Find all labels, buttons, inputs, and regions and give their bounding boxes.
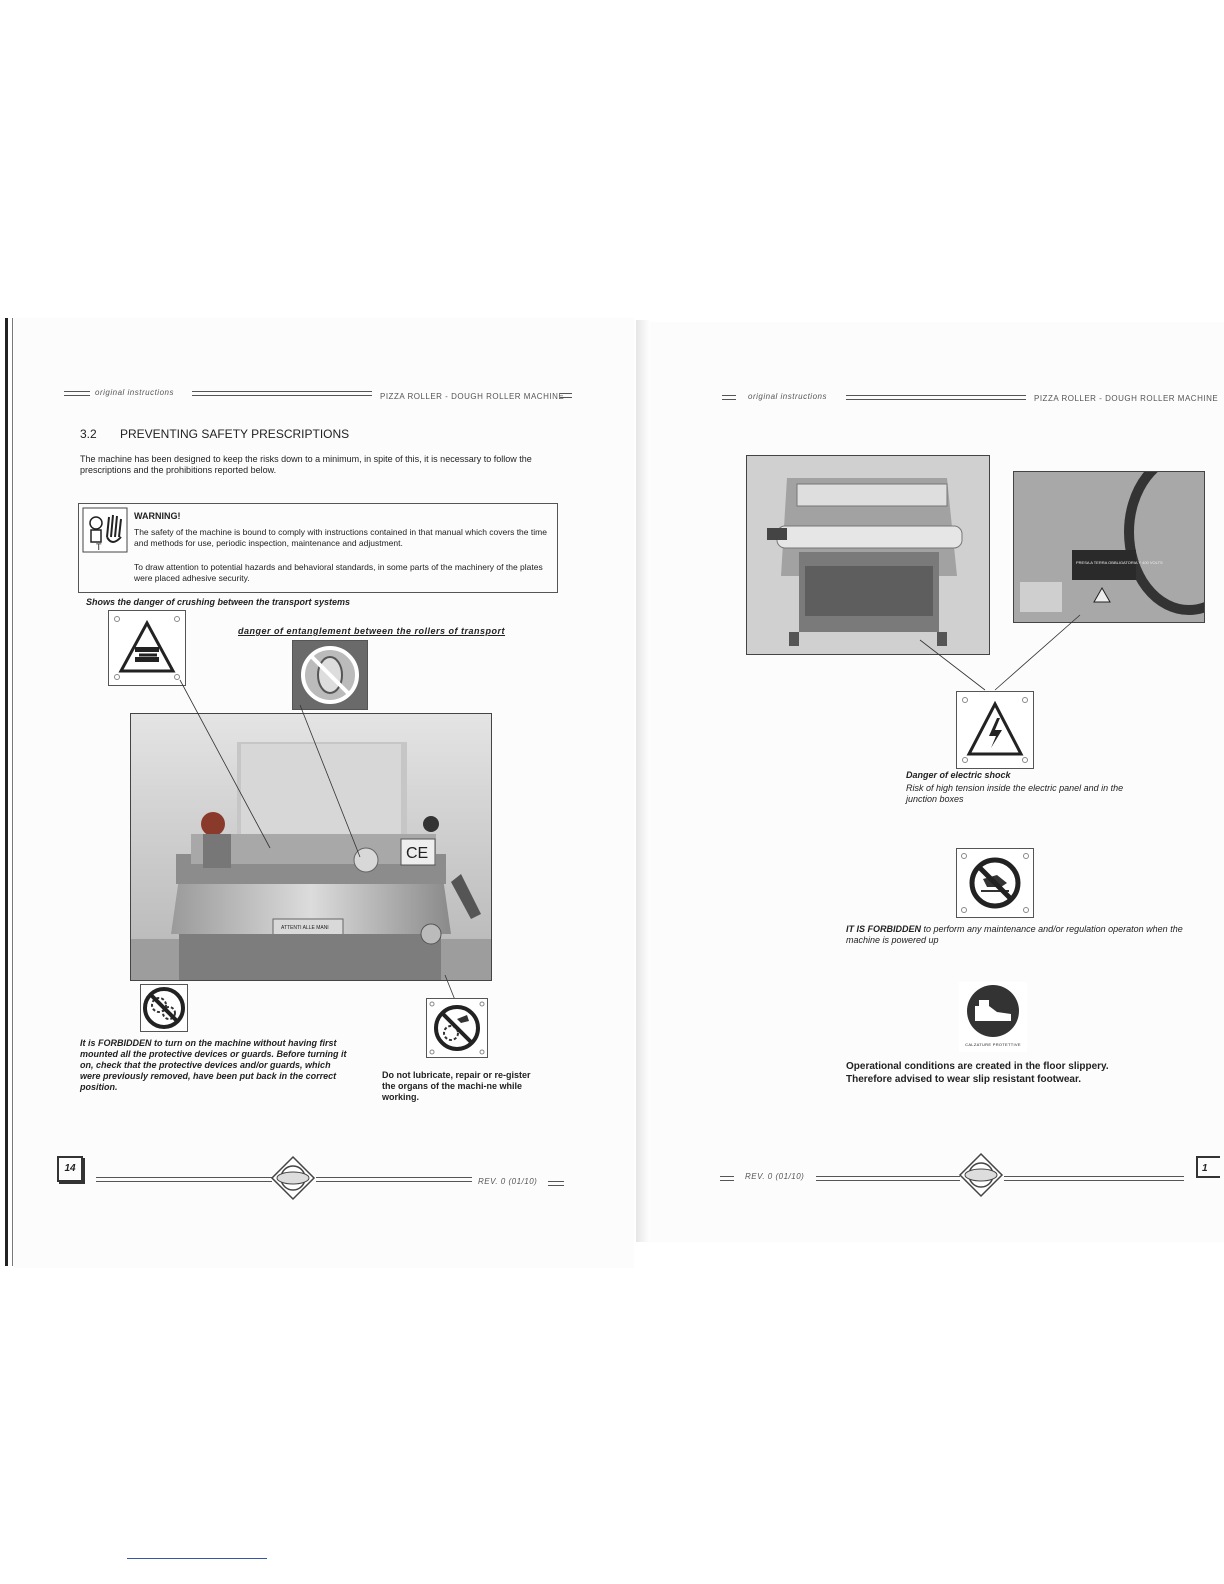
footer-dash-right bbox=[720, 1176, 734, 1181]
forbidden-title: IT IS FORBIDDEN bbox=[846, 924, 922, 934]
logo-icon bbox=[270, 1155, 316, 1201]
intro-paragraph: The machine has been designed to keep the risks down to a minimum, in spite of this, it is necessary to follow the prescriptions and the prohibitions reported below. bbox=[80, 454, 532, 475]
footwear-sign-label: CALZATURE PROTETTIVE bbox=[965, 1042, 1021, 1047]
page-number-left: 14 bbox=[57, 1156, 83, 1182]
no-lubricate-sign bbox=[426, 998, 488, 1058]
logo-icon-right bbox=[958, 1152, 1004, 1198]
footer-rule-right-2 bbox=[1004, 1176, 1184, 1181]
footer-dash-left bbox=[548, 1181, 564, 1186]
machine-warning-plate: ATTENTI ALLE MANI bbox=[281, 925, 329, 931]
no-touch-icon bbox=[957, 849, 1033, 917]
no-gears-sign bbox=[140, 984, 188, 1032]
svg-text:T: T bbox=[96, 542, 102, 552]
header-right: PIZZA ROLLER - DOUGH ROLLER MACHINE bbox=[380, 392, 565, 401]
leader-lines-left bbox=[0, 0, 640, 1100]
footer-rule-right bbox=[816, 1176, 960, 1181]
footer-rev-right: REV. 0 (01/10) bbox=[745, 1172, 805, 1181]
entanglement-caption: danger of entanglement between the rollers of transport bbox=[238, 626, 506, 636]
warning-text-2: To draw attention to potential hazards and behavioral standards, in some parts of the machinery of the plates were placed adhesive security. bbox=[134, 562, 543, 583]
electric-text: Risk of high tension inside the electric panel and in the junction boxes bbox=[906, 783, 1124, 804]
crushing-caption: Shows the danger of crushing between the transport systems bbox=[86, 597, 351, 607]
footwear-text: Operational conditions are created in the floor slippery. Therefore advised to wear slip resistant footwear. bbox=[846, 1061, 1109, 1085]
header-right-right-page: PIZZA ROLLER - DOUGH ROLLER MACHINE bbox=[1034, 394, 1219, 403]
electric-shock-icon bbox=[957, 692, 1033, 768]
warning-title: WARNING! bbox=[134, 511, 181, 521]
no-gears-icon bbox=[141, 985, 187, 1031]
warning-text-1: The safety of the machine is bound to comply with instructions contained in that manual which covers the time and methods for use, periodic inspection, maintenance and adjustment. bbox=[134, 527, 547, 548]
electric-shock-sign bbox=[956, 691, 1034, 769]
section-number: 3.2 bbox=[80, 427, 97, 441]
header-left: original instructions bbox=[95, 388, 174, 397]
forbidden-body: to perform any maintenance and/or regulation operaton when the machine is powered up bbox=[846, 924, 1183, 945]
footwear-icon bbox=[959, 982, 1027, 1040]
forbidden-turn-on-text: It is FORBIDDEN to turn on the machine without having first mounted all the protective devices or guards. Before turning it on, check that the protective devices and/or guards, which were previously removed, have been put back in the correct position. bbox=[80, 1038, 347, 1092]
electric-title: Danger of electric shock bbox=[906, 770, 1011, 780]
footer-rule-left-2 bbox=[316, 1177, 472, 1182]
header-left-right-page: original instructions bbox=[748, 392, 827, 401]
no-touch-sign bbox=[956, 848, 1034, 918]
forbidden-powered-text bbox=[846, 924, 1186, 946]
panel-ground-label: PRESA A TERRA OBBLIGATORIA Y 400 VOLTS bbox=[1076, 560, 1163, 565]
section-title: PREVENTING SAFETY PRESCRIPTIONS bbox=[120, 427, 350, 441]
footer-rule-left bbox=[96, 1177, 272, 1182]
no-lubricate-icon bbox=[427, 999, 487, 1057]
footwear-sign bbox=[959, 982, 1027, 1052]
bottom-link-line bbox=[127, 1558, 267, 1559]
page-number-right: 1 bbox=[1196, 1156, 1220, 1178]
no-lubricate-text: Do not lubricate, repair or re-gister the organs of the machi-ne while working. bbox=[382, 1070, 531, 1102]
footer-rev-left: REV. 0 (01/10) bbox=[478, 1177, 538, 1186]
ce-mark: CE bbox=[406, 845, 429, 862]
